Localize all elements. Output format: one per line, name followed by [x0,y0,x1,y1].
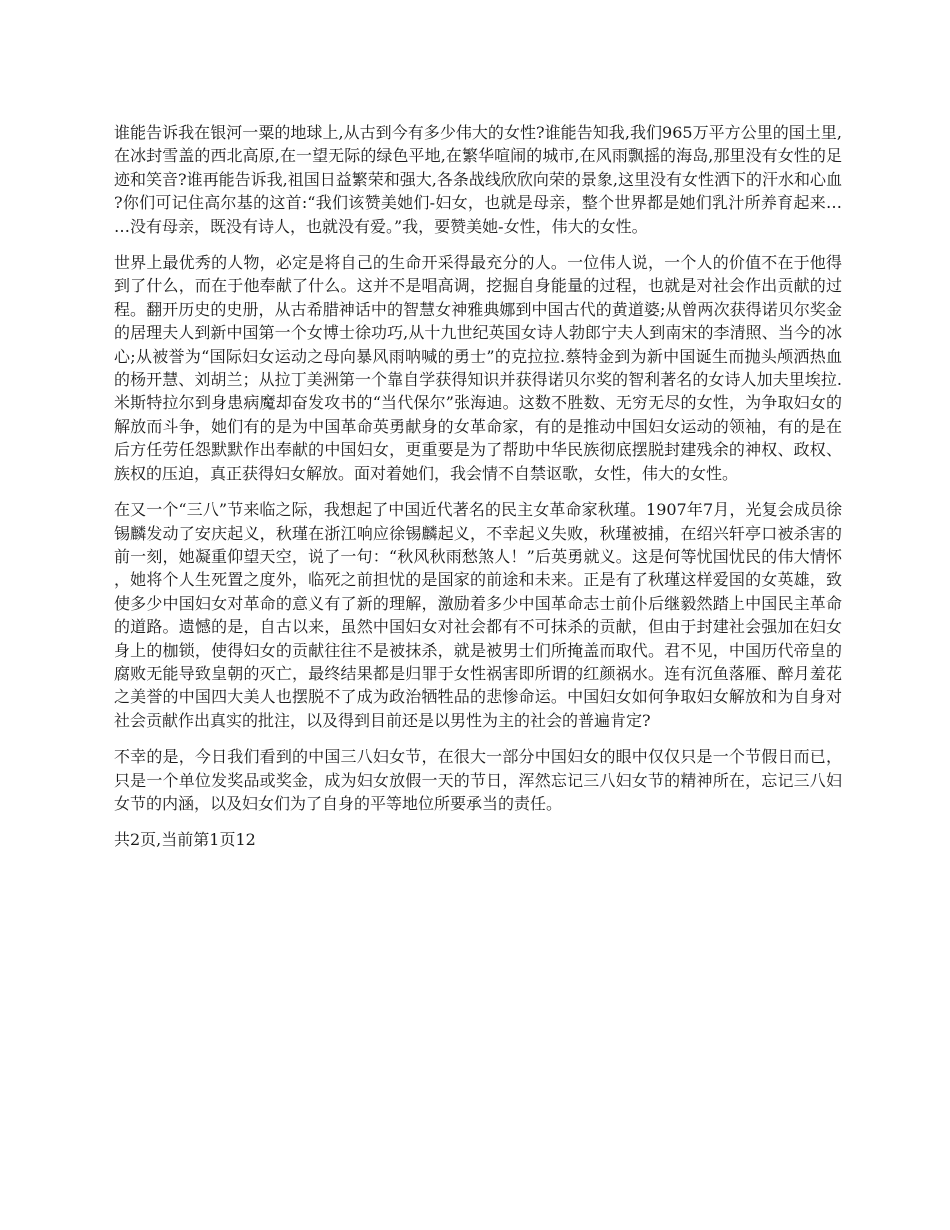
paragraph-1: 谁能告诉我在银河一粟的地球上,从古到今有多少伟大的女性?谁能告知我,我们965万平方公里的国土里,在冰封雪盖的西北高原,在一望无际的绿色平地,在繁华喧闹的城市,在风雨飘摇的海岛,那里没有女性的足迹和笑音?谁再能告诉我,祖国日益繁荣和强大,各条战线欣欣向荣的景象,这里没有女性洒下的汗水和心血?你们可记住高尔基的这首:“我们该赞美她们-妇女，也就是母亲，整个世界都是她们乳汁所养育起来……没有母亲，既没有诗人，也就没有爱。”我，要赞美她-女性，伟大的女性。 [114,123,842,236]
document-page [114,121,842,852]
page-footer: 共2页,当前第1页12 [114,830,256,850]
paragraph-4: 不幸的是，今日我们看到的中国三八妇女节，在很大一部分中国妇女的眼中仅仅只是一个节假日而已，只是一个单位发奖品或奖金，成为妇女放假一天的节日，浑然忘记三八妇女节的精神所在，忘记三八妇女节的内涵，以及妇女们为了自身的平等地位所要承当的责任。 [114,747,842,813]
paragraph-3: 在又一个“三八”节来临之际，我想起了中国近代著名的民主女革命家秋瑾。1907年7月，光复会成员徐锡麟发动了安庆起义，秋瑾在浙江响应徐锡麟起义，不幸起义失败，秋瑾被捕，在绍兴轩亭口被杀害的前一刻，她凝重仰望天空，说了一句：“秋风秋雨愁煞人！”后英勇就义。这是何等忧国忧民的伟大情怀，她将个人生死置之度外，临死之前担忧的是国家的前途和未来。正是有了秋瑾这样爱国的女英雄，致使多少中国妇女对革命的意义有了新的理解，激励着多少中国革命志士前仆后继毅然踏上中国民主革命的道路。遗憾的是，自古以来，虽然中国妇女对社会都有不可抹杀的贡献，但由于封建社会强加在妇女身上的枷锁，使得妇女的贡献往往不是被抹杀，就是被男士们所掩盖而取代。君不见，中国历代帝皇的腐败无能导致皇朝的灭亡，最终结果都是归罪于女性祸害即所谓的红颜祸水。连有沉鱼落雁、醉月羞花之美誉的中国四大美人也摆脱不了成为政治牺牲品的悲惨命运。中国妇女如何争取妇女解放和为自身对社会贡献作出真实的批注，以及得到目前还是以男性为主的社会的普遍肯定? [114,500,842,730]
paragraph-2: 世界上最优秀的人物，必定是将自己的生命开采得最充分的人。一位伟人说，一个人的价值不在于他得到了什么，而在于他奉献了什么。这并不是唱高调，挖掘自身能量的过程，也就是对社会作出贡献的过程。翻开历史的史册，从古希腊神话中的智慧女神雅典娜到中国古代的黄道婆;从曾两次获得诺贝尔奖金的居理夫人到新中国第一个女博士徐功巧,从十九世纪英国女诗人勃郎宁夫人到南宋的李清照、当今的冰心;从被誉为“国际妇女运动之母向暴风雨呐喊的勇士”的克拉拉.蔡特金到为新中国诞生而抛头颅洒热血的杨开慧、刘胡兰；从拉丁美洲第一个靠自学获得知识并获得诺贝尔奖的智利著名的女诗人加夫里埃拉.米斯特拉尔到身患病魔却奋发攻书的“当代保尔”张海迪。这数不胜数、无穷无尽的女性，为争取妇女的解放而斗争，她们有的是为中国革命英勇献身的女革命家，有的是推动中国妇女运动的领袖，有的是在后方任劳任怨默默作出奉献的中国妇女，更重要是为了帮助中华民族彻底摆脱封建残余的神权、政权、族权的压迫，真正获得妇女解放。面对着她们，我会情不自禁讴歌，女性，伟大的女性。 [114,253,842,483]
